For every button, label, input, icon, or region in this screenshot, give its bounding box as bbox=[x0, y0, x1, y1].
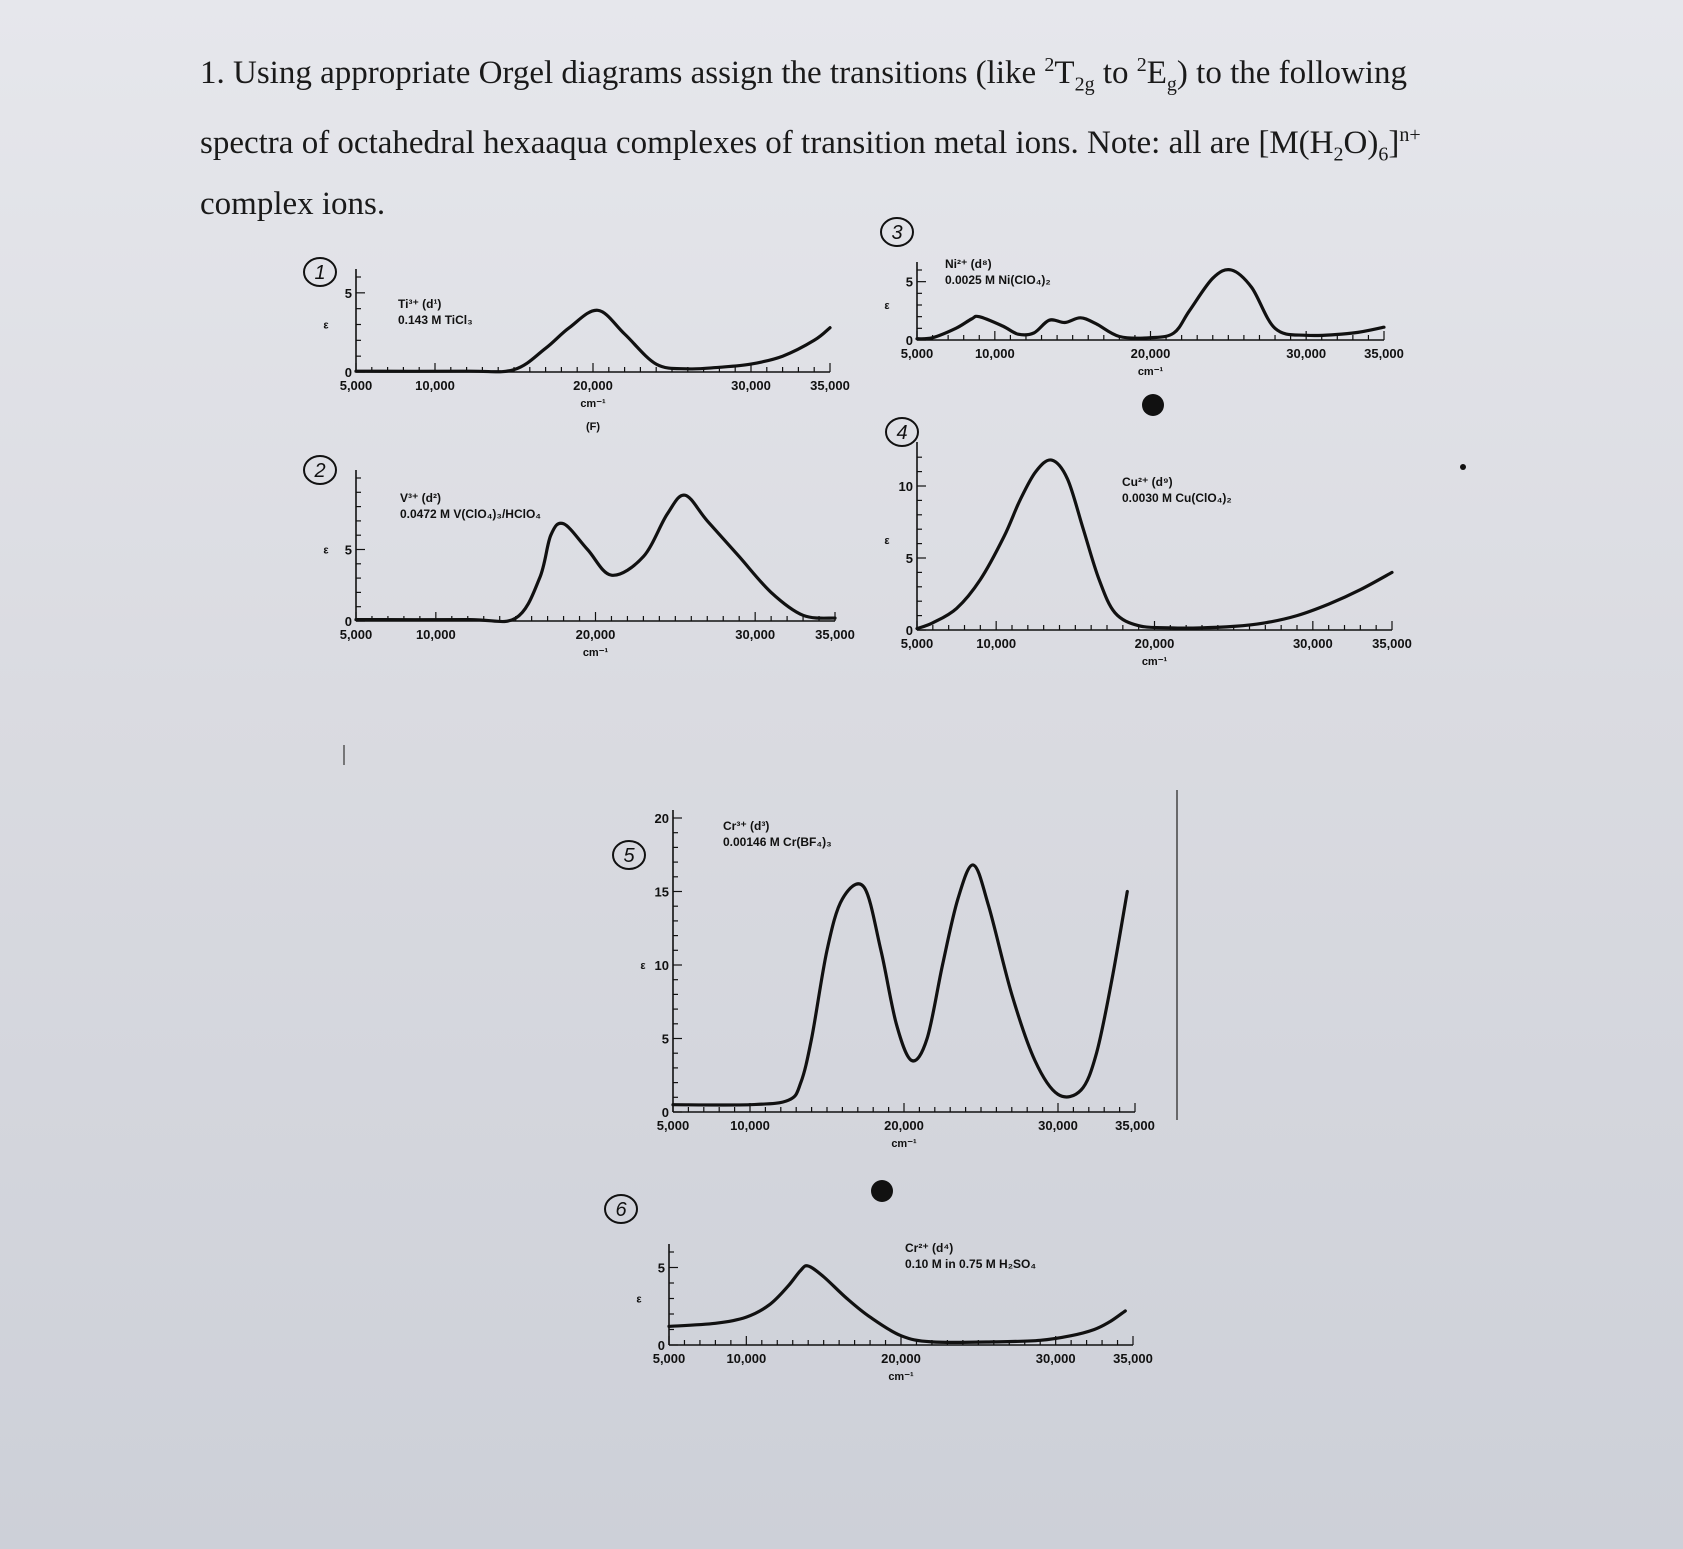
question-number: 1. bbox=[200, 55, 225, 91]
panel-number: 2 bbox=[314, 460, 326, 482]
x-tick-label: 10,000 bbox=[726, 1351, 767, 1366]
y-tick-label: 0 bbox=[905, 333, 913, 348]
x-tick-label: 20,000 bbox=[884, 1118, 924, 1133]
x-tick-label: 35,000 bbox=[1115, 1118, 1155, 1133]
y-tick-label: 5 bbox=[905, 551, 913, 566]
spectrum-panel-4 bbox=[884, 418, 1412, 668]
ion-label: Ti³⁺ (d¹) bbox=[398, 297, 442, 311]
y-tick-label: 5 bbox=[905, 274, 913, 290]
x-tick-label: 20,000 bbox=[1130, 346, 1171, 361]
panel-number-circle bbox=[304, 456, 336, 484]
solution-label: 0.10 M in 0.75 M H₂SO₄ bbox=[905, 1257, 1037, 1271]
y-tick-label: 15 bbox=[654, 884, 669, 900]
y-tick-label: 0 bbox=[344, 614, 352, 629]
x-tick-label: 20,000 bbox=[881, 1351, 921, 1366]
solution-label: 0.0030 M Cu(ClO₄)₂ bbox=[1122, 491, 1232, 505]
solution-label: 0.0472 M V(ClO₄)₃/HClO₄ bbox=[400, 507, 542, 521]
y-axis-label: ε bbox=[323, 544, 329, 557]
panel-number-circle bbox=[304, 258, 336, 286]
x-tick-label: 35,000 bbox=[1372, 636, 1412, 651]
y-tick-label: 10 bbox=[654, 958, 669, 973]
absorption-curve bbox=[669, 1266, 1125, 1343]
ion-label: Ni²⁺ (d⁸) bbox=[945, 257, 992, 271]
panel-number-circle bbox=[881, 218, 913, 246]
y-tick-label: 0 bbox=[344, 365, 352, 380]
y-tick-label: 5 bbox=[661, 1031, 669, 1047]
y-axis-label: ε bbox=[884, 300, 890, 312]
spectrum-panel-5 bbox=[613, 810, 1155, 1150]
ion-label: Cr³⁺ (d³) bbox=[723, 819, 770, 833]
x-tick-label: 5,000 bbox=[656, 1118, 690, 1133]
x-axis-label: cm⁻¹ bbox=[1141, 656, 1168, 668]
x-axis-label: cm⁻¹ bbox=[1137, 366, 1164, 378]
x-tick-label: 30,000 bbox=[731, 378, 771, 393]
panel-number: 3 bbox=[891, 222, 903, 244]
x-axis-note: (F) bbox=[585, 421, 601, 433]
spectrum-panel-6 bbox=[605, 1195, 1153, 1383]
absorption-curve bbox=[673, 865, 1127, 1105]
panel-number: 4 bbox=[896, 422, 908, 444]
x-tick-label: 10,000 bbox=[415, 378, 455, 393]
x-tick-label: 30,000 bbox=[1286, 346, 1327, 361]
question-line-2: spectra of octahedral hexaaqua complexes of transition metal ions. Note: all are $[M(H_2O)_6]^{n+}$ bbox=[200, 123, 1421, 166]
solution-label: 0.0025 M Ni(ClO₄)₂ bbox=[945, 273, 1051, 287]
x-tick-label: 35,000 bbox=[810, 378, 850, 393]
x-axis-label: cm⁻¹ bbox=[888, 1371, 914, 1383]
solution-label: 0.143 M TiCl₃ bbox=[398, 313, 473, 327]
solution-label: 0.00146 M Cr(BF₄)₃ bbox=[723, 835, 832, 849]
x-tick-label: 5,000 bbox=[339, 378, 373, 393]
y-tick-label: 5 bbox=[657, 1260, 665, 1276]
x-tick-label: 5,000 bbox=[652, 1351, 686, 1366]
x-tick-label: 5,000 bbox=[900, 636, 934, 651]
panel-number-circle bbox=[886, 418, 918, 446]
y-tick-label: 5 bbox=[344, 542, 352, 558]
panel-number: 5 bbox=[623, 845, 635, 867]
x-axis-label: cm⁻¹ bbox=[580, 398, 606, 410]
panel-number-circle bbox=[613, 841, 645, 869]
panel-number: 6 bbox=[615, 1199, 627, 1221]
x-tick-label: 30,000 bbox=[735, 627, 776, 642]
y-tick-label: 0 bbox=[661, 1105, 669, 1120]
x-tick-label: 10,000 bbox=[974, 346, 1015, 361]
x-tick-label: 5,000 bbox=[900, 346, 934, 361]
x-tick-label: 10,000 bbox=[415, 627, 456, 642]
x-tick-label: 10,000 bbox=[976, 636, 1017, 651]
y-axis-label: ε bbox=[636, 1293, 642, 1306]
x-tick-label: 5,000 bbox=[339, 627, 373, 642]
x-tick-label: 30,000 bbox=[1035, 1351, 1076, 1366]
y-tick-label: 5 bbox=[344, 285, 352, 301]
spectrum-panel-2 bbox=[304, 456, 855, 659]
ion-label: Cu²⁺ (d⁹) bbox=[1122, 475, 1173, 489]
x-tick-label: 35,000 bbox=[1364, 346, 1404, 361]
panel-number: 1 bbox=[314, 262, 326, 284]
x-tick-label: 30,000 bbox=[1292, 636, 1333, 651]
x-tick-label: 20,000 bbox=[575, 627, 616, 642]
y-axis-label: ε bbox=[640, 960, 646, 972]
spectrum-panel-1 bbox=[304, 258, 850, 433]
y-tick-label: 20 bbox=[654, 811, 669, 826]
ink-blot bbox=[1142, 394, 1164, 416]
x-tick-label: 35,000 bbox=[815, 627, 855, 642]
stray-dot bbox=[1460, 464, 1466, 470]
question-line-3: complex ions. bbox=[200, 186, 386, 223]
x-tick-label: 20,000 bbox=[573, 378, 613, 393]
y-tick-label: 0 bbox=[905, 623, 913, 638]
x-axis-label: cm⁻¹ bbox=[891, 1138, 917, 1150]
y-tick-label: 0 bbox=[657, 1338, 665, 1353]
y-axis-label: ε bbox=[323, 319, 329, 332]
y-tick-label: 10 bbox=[898, 479, 913, 494]
x-axis-label: cm⁻¹ bbox=[582, 647, 609, 659]
x-tick-label: 10,000 bbox=[730, 1118, 770, 1133]
x-tick-label: 20,000 bbox=[1134, 636, 1175, 651]
y-axis-label: ε bbox=[884, 535, 890, 547]
panel-number-circle bbox=[605, 1195, 637, 1223]
spectrum-panel-3 bbox=[881, 218, 1404, 378]
ion-label: V³⁺ (d²) bbox=[400, 491, 441, 505]
ink-blot bbox=[871, 1180, 893, 1202]
question-line-1: 1. Using appropriate Orgel diagrams assign the transitions (like $^2T_{2g}$ to $^2E_g$) to the following bbox=[200, 54, 1407, 96]
ion-label: Cr²⁺ (d⁴) bbox=[905, 1241, 954, 1255]
x-tick-label: 30,000 bbox=[1038, 1118, 1078, 1133]
x-tick-label: 35,000 bbox=[1113, 1351, 1153, 1366]
